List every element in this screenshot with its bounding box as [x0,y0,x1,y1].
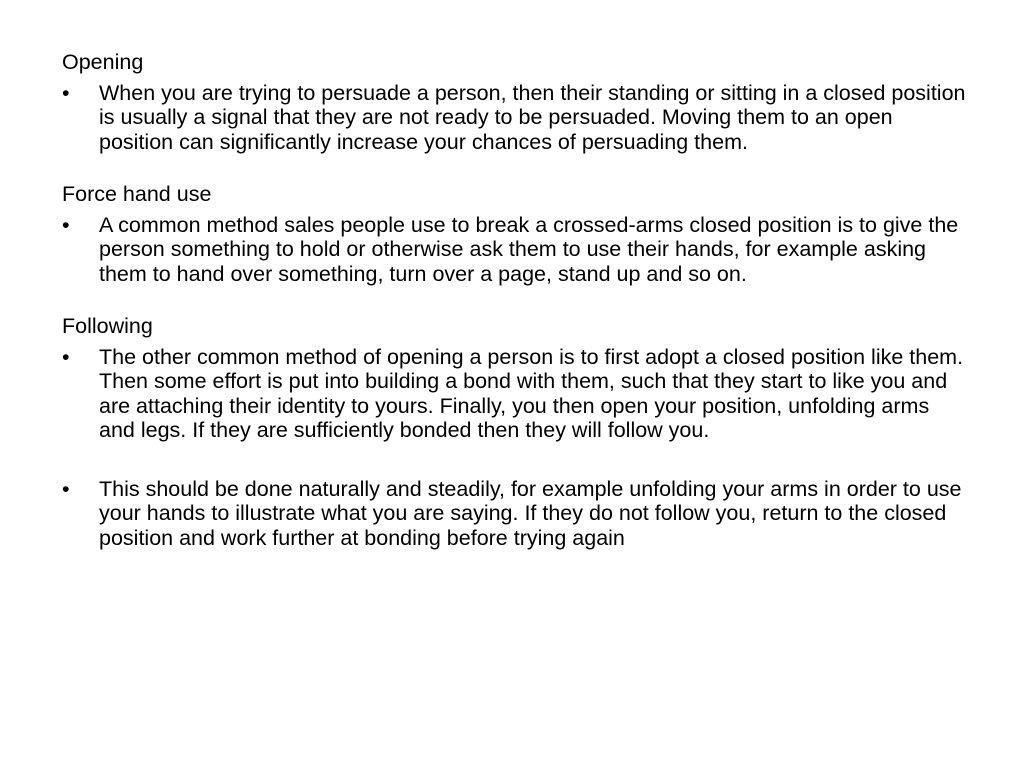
bullet-text: This should be done naturally and steadily, for example unfolding your arms in order to use your hands to illustrate what you are saying. If they do not follow you, return to the closed position and work further at bonding before trying again [99,476,962,550]
bullet-text: When you are trying to persuade a person, then their standing or sitting in a closed position is usually a signal that they are not ready to be persuaded. Moving them to an open position can significantly increase your chances of persuading them. [99,80,966,154]
bullet-text: The other common method of opening a person is to first adopt a closed position like them. Then some effort is put into building a bond with them, such that they start to like you and are attaching their identity to yours. Finally, you then open your position, unfolding arms and legs. If they are sufficiently bonded then they will follow you. [99,344,964,442]
bullet-marker: • [62,212,70,237]
bullet-item [62,477,967,551]
slide-content [62,50,967,550]
spacer [62,154,967,182]
bullet-item [62,213,967,287]
section-heading-force-hand-use: Force hand use [62,182,212,206]
section-heading-opening: Opening [62,50,144,74]
bullet-marker: • [62,80,70,105]
spacer [62,286,967,314]
bullet-item [62,81,967,155]
bullet-marker: • [62,344,70,369]
spacer [62,443,967,471]
bullet-marker: • [62,476,70,501]
section-heading-following: Following [62,314,153,338]
bullet-text: A common method sales people use to break a crossed-arms closed position is to give the person something to hold or otherwise ask them to use their hands, for example asking them to hand over something, turn over a page, stand up and so on. [99,212,959,286]
bullet-item [62,345,967,443]
